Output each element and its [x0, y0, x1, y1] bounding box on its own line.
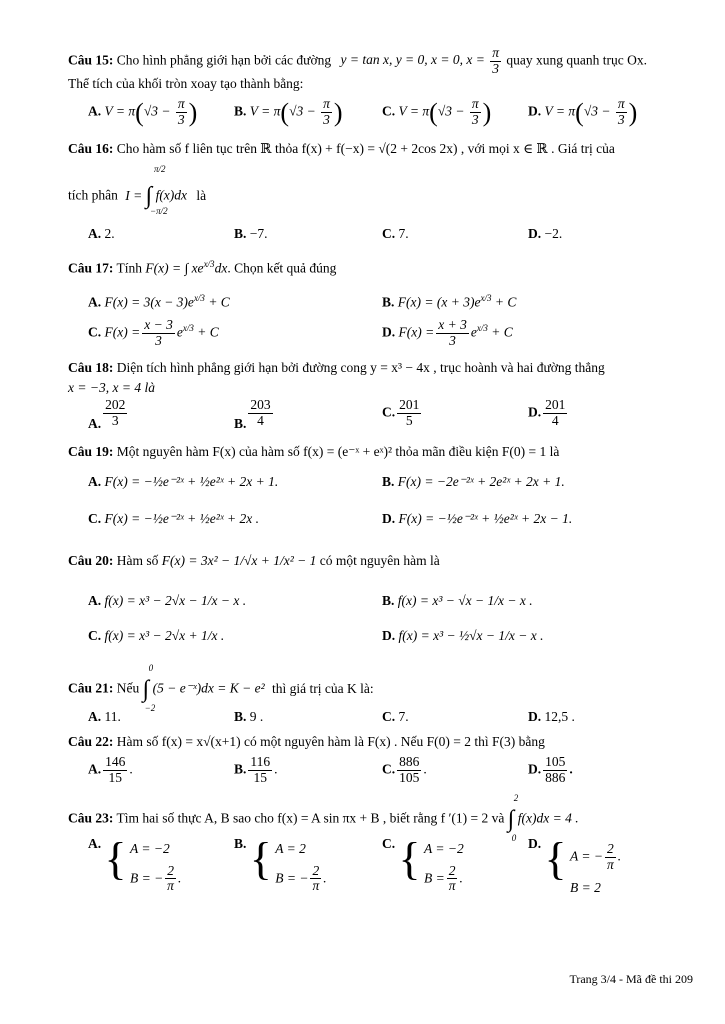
q21-option-b[interactable]: B. 9 . — [234, 709, 264, 724]
q19-option-b[interactable]: B. F(x) = −2e⁻²ˣ + 2e²ˣ + 2x + 1. — [382, 474, 565, 489]
q22-option-c[interactable]: C. $\frac{886}{105}$ . — [382, 754, 427, 785]
q23-option-d[interactable]: D. { A = − $\frac{2}{\pi}$ . B = 2 — [528, 833, 622, 895]
q19-option-a[interactable]: A. F(x) = −½e⁻²ˣ + ½e²ˣ + 2x + 1. — [88, 474, 279, 489]
q21-option-a[interactable]: A. 11. — [88, 709, 121, 724]
q18-stem: Câu 18: Diện tích hình phẳng giới hạn bởi đường cong y = x³ − 4x , trục hoành và hai đường thẳng — [68, 360, 605, 375]
q23-stem: Câu 23: Tìm hai số thực A, B sao cho f(x) = A sin πx + B , biết rằng f ′(1) = 2 và ∫ 2 0 f(x)dx = 4 . — [68, 792, 579, 843]
q19-stem: Câu 19: Một nguyên hàm F(x) của hàm số f(x) = (e⁻ˣ + eˣ)² thỏa mãn điều kiện F(0) = 1 là — [68, 444, 560, 459]
q20-stem: Câu 20: Hàm số F(x) = 3x² − 1/√x + 1/x² − 1 có một nguyên hàm là — [68, 553, 440, 568]
q19-option-d[interactable]: D. F(x) = −½e⁻²ˣ + ½e²ˣ + 2x − 1. — [382, 511, 573, 526]
q20-option-a[interactable]: A. f(x) = x³ − 2√x − 1/x − x . — [88, 593, 247, 608]
q20-option-b[interactable]: B. f(x) = x³ − √x − 1/x − x . — [382, 593, 533, 608]
q23-option-b[interactable]: B. { A = 2 B = − $\frac{2}{\pi}$ . — [234, 833, 327, 894]
q17-option-c[interactable]: C. F(x) = $\frac{x - 3}{3}$ $e^{x/3} + C$ — [88, 317, 219, 348]
q15-label: Câu 15: — [68, 52, 114, 68]
q16-option-c[interactable]: C. 7. — [382, 226, 409, 241]
q18-option-b[interactable]: B. $\frac{203}{4}$ — [234, 397, 271, 432]
q17-stem: Câu 17: Tính F(x) = ∫ $xe^{x/3}dx$. Chọn kết quả đúng — [68, 259, 337, 276]
q20-option-d[interactable]: D. f(x) = x³ − ½√x − 1/x − x . — [382, 628, 544, 643]
q18-line2: x = −3, x = 4 là — [68, 380, 155, 395]
q18-option-c[interactable]: C. $\frac{201}{5}$ — [382, 397, 420, 428]
q16-stem: Câu 16: Cho hàm số f liên tục trên ℝ thỏa f(x) + f(−x) = √(2 + 2cos 2x) , với mọi x ∈ ℝ . Giá trị của — [68, 141, 615, 156]
q23-option-c[interactable]: C. { A = −2 B = $\frac{2}{\pi}$ . — [382, 833, 464, 894]
q19-option-c[interactable]: C. F(x) = −½e⁻²ˣ + ½e²ˣ + 2x . — [88, 511, 259, 526]
q15-option-d[interactable]: D. V = π(√3 − $\frac{\pi}{3}$ ) — [528, 96, 638, 128]
q17-option-a[interactable]: A. $F(x) = 3(x - 3)e^{x/3} + C$ — [88, 293, 230, 310]
page-footer: Trang 3/4 - Mã đề thi 209 — [569, 972, 693, 986]
q15-option-a[interactable]: A. V = π(√3 − $\frac{\pi}{3}$ ) — [88, 96, 198, 128]
q16-integral-line: tích phân I = ∫ π/2 −π/2 f(x)dx là — [68, 164, 207, 216]
q16-option-b[interactable]: B. −7. — [234, 226, 268, 241]
q22-option-a[interactable]: A. $\frac{146}{15}$ . — [88, 754, 133, 785]
q20-option-c[interactable]: C. f(x) = x³ − 2√x + 1/x . — [88, 628, 225, 643]
q15-stem: Câu 15: Cho hình phẳng giới hạn bởi các đường y = tan x, y = 0, x = 0, x = $\frac{\pi}{3}$ quay xung quanh trục Ox. — [68, 45, 647, 76]
q21-option-c[interactable]: C. 7. — [382, 709, 409, 724]
q21-stem: Câu 21: Nếu ∫ 0 −2 (5 − e⁻ˣ)dx = K − e² thì giá trị của K là: — [68, 662, 374, 713]
q16-label: Câu 16: — [68, 141, 114, 156]
q16-option-a[interactable]: A. 2. — [88, 226, 115, 241]
q15-line2: Thể tích của khối tròn xoay tạo thành bằng: — [68, 76, 304, 91]
q17-option-d[interactable]: D. F(x) = $\frac{x + 3}{3}$ $e^{x/3} + C$ — [382, 317, 513, 348]
q22-option-d[interactable]: D. $\frac{105}{886}$ . — [528, 754, 573, 785]
q15-option-b[interactable]: B. V = π(√3 − $\frac{\pi}{3}$ ) — [234, 96, 343, 128]
q23-option-a[interactable]: A. { A = −2 B = − $\frac{2}{\pi}$ . — [88, 833, 182, 894]
q16-option-d[interactable]: D. −2. — [528, 226, 563, 241]
q18-option-d[interactable]: D. $\frac{201}{4}$ — [528, 397, 566, 428]
q18-option-a[interactable]: A. $\frac{202}{3}$ — [88, 397, 126, 432]
q21-option-d[interactable]: D. 12,5 . — [528, 709, 575, 724]
q17-option-b[interactable]: B. $F(x) = (x + 3)e^{x/3} + C$ — [382, 293, 517, 310]
q15-option-c[interactable]: C. V = π(√3 − $\frac{\pi}{3}$ ) — [382, 96, 492, 128]
q22-option-b[interactable]: B. $\frac{116}{15}$ . — [234, 754, 278, 785]
q22-stem: Câu 22: Hàm số f(x) = x√(x+1) có một nguyên hàm là F(x) . Nếu F(0) = 2 thì F(3) bằng — [68, 734, 545, 749]
